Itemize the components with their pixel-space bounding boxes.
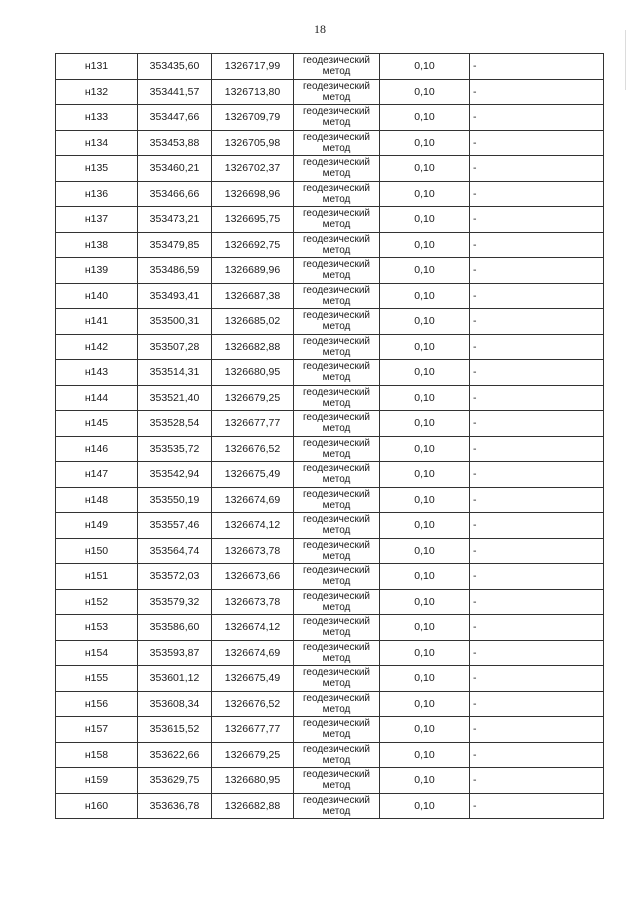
note-cell: - (470, 462, 604, 488)
method-line-2: метод (322, 295, 351, 307)
x-coordinate-cell: 353564,74 (138, 538, 212, 564)
y-coordinate-cell: 1326679,25 (212, 742, 294, 768)
point-id-cell: н152 (56, 589, 138, 615)
table-row (56, 181, 604, 207)
accuracy-cell: 0,10 (380, 793, 470, 819)
note-cell: - (470, 334, 604, 360)
method-cell (294, 462, 380, 488)
y-coordinate-cell: 1326676,52 (212, 691, 294, 717)
method-line-1: геодезический (303, 80, 370, 92)
point-id-cell: н141 (56, 309, 138, 335)
method-line-2: метод (322, 525, 351, 537)
accuracy-cell: 0,10 (380, 436, 470, 462)
note-cell: - (470, 615, 604, 641)
accuracy-cell: 0,10 (380, 717, 470, 743)
point-id-cell: н148 (56, 487, 138, 513)
table-row (56, 232, 604, 258)
x-coordinate-cell: 353615,52 (138, 717, 212, 743)
point-id-cell: н150 (56, 538, 138, 564)
x-coordinate-cell: 353486,59 (138, 258, 212, 284)
y-coordinate-cell: 1326680,95 (212, 768, 294, 794)
x-coordinate-cell: 353466,66 (138, 181, 212, 207)
table-row (56, 105, 604, 131)
method-line-1: геодезический (303, 590, 370, 602)
table-row (56, 793, 604, 819)
note-cell: - (470, 513, 604, 539)
method-line-1: геодезический (303, 335, 370, 347)
table-row (56, 130, 604, 156)
accuracy-cell: 0,10 (380, 615, 470, 641)
point-id-cell: н132 (56, 79, 138, 105)
table-row (56, 79, 604, 105)
method-line-2: метод (322, 729, 351, 741)
note-cell: - (470, 105, 604, 131)
method-line-1: геодезический (303, 565, 370, 577)
point-id-cell: н137 (56, 207, 138, 233)
point-id-cell: н157 (56, 717, 138, 743)
method-line-1: геодезический (303, 131, 370, 143)
method-line-1: геодезический (303, 386, 370, 398)
method-cell (294, 538, 380, 564)
y-coordinate-cell: 1326702,37 (212, 156, 294, 182)
point-id-cell: н138 (56, 232, 138, 258)
accuracy-cell: 0,10 (380, 513, 470, 539)
table-row (56, 334, 604, 360)
method-line-1: геодезический (303, 718, 370, 730)
method-line-2: метод (322, 117, 351, 129)
point-id-cell: н155 (56, 666, 138, 692)
method-line-2: метод (322, 91, 351, 103)
point-id-cell: н133 (56, 105, 138, 131)
accuracy-cell: 0,10 (380, 538, 470, 564)
accuracy-cell: 0,10 (380, 411, 470, 437)
point-id-cell: н135 (56, 156, 138, 182)
y-coordinate-cell: 1326674,12 (212, 615, 294, 641)
table-row (56, 615, 604, 641)
method-line-2: метод (322, 805, 351, 817)
y-coordinate-cell: 1326673,78 (212, 589, 294, 615)
note-cell: - (470, 79, 604, 105)
x-coordinate-cell: 353473,21 (138, 207, 212, 233)
y-coordinate-cell: 1326674,69 (212, 487, 294, 513)
method-cell (294, 666, 380, 692)
accuracy-cell: 0,10 (380, 589, 470, 615)
method-line-2: метод (322, 550, 351, 562)
method-cell (294, 283, 380, 309)
method-line-1: геодезический (303, 514, 370, 526)
y-coordinate-cell: 1326717,99 (212, 54, 294, 80)
method-line-2: метод (322, 678, 351, 690)
note-cell: - (470, 360, 604, 386)
x-coordinate-cell: 353542,94 (138, 462, 212, 488)
accuracy-cell: 0,10 (380, 309, 470, 335)
note-cell: - (470, 156, 604, 182)
method-line-1: геодезический (303, 616, 370, 628)
point-id-cell: н151 (56, 564, 138, 590)
method-line-1: геодезический (303, 106, 370, 118)
y-coordinate-cell: 1326679,25 (212, 385, 294, 411)
note-cell: - (470, 538, 604, 564)
x-coordinate-cell: 353500,31 (138, 309, 212, 335)
note-cell: - (470, 564, 604, 590)
table-row (56, 207, 604, 233)
method-line-1: геодезический (303, 437, 370, 449)
method-cell (294, 360, 380, 386)
y-coordinate-cell: 1326673,78 (212, 538, 294, 564)
method-line-2: метод (322, 754, 351, 766)
x-coordinate-cell: 353453,88 (138, 130, 212, 156)
table-row (56, 385, 604, 411)
accuracy-cell: 0,10 (380, 691, 470, 717)
method-cell (294, 181, 380, 207)
method-line-2: метод (322, 168, 351, 180)
method-line-1: геодезический (303, 641, 370, 653)
note-cell: - (470, 385, 604, 411)
method-line-2: метод (322, 652, 351, 664)
table-row (56, 411, 604, 437)
note-cell: - (470, 768, 604, 794)
point-id-cell: н149 (56, 513, 138, 539)
x-coordinate-cell: 353586,60 (138, 615, 212, 641)
table-row (56, 666, 604, 692)
method-cell (294, 105, 380, 131)
x-coordinate-cell: 353435,60 (138, 54, 212, 80)
method-line-2: метод (322, 397, 351, 409)
method-cell (294, 513, 380, 539)
accuracy-cell: 0,10 (380, 105, 470, 131)
point-id-cell: н140 (56, 283, 138, 309)
y-coordinate-cell: 1326685,02 (212, 309, 294, 335)
x-coordinate-cell: 353521,40 (138, 385, 212, 411)
point-id-cell: н160 (56, 793, 138, 819)
point-id-cell: н156 (56, 691, 138, 717)
method-cell (294, 54, 380, 80)
method-line-2: метод (322, 219, 351, 231)
table-row (56, 258, 604, 284)
method-line-2: метод (322, 346, 351, 358)
x-coordinate-cell: 353441,57 (138, 79, 212, 105)
method-cell (294, 487, 380, 513)
accuracy-cell: 0,10 (380, 564, 470, 590)
coordinates-table (55, 53, 604, 819)
method-line-2: метод (322, 601, 351, 613)
point-id-cell: н158 (56, 742, 138, 768)
x-coordinate-cell: 353528,54 (138, 411, 212, 437)
accuracy-cell: 0,10 (380, 487, 470, 513)
method-line-1: геодезический (303, 182, 370, 194)
table-row (56, 564, 604, 590)
method-cell (294, 793, 380, 819)
method-line-1: геодезический (303, 284, 370, 296)
table-row (56, 640, 604, 666)
x-coordinate-cell: 353493,41 (138, 283, 212, 309)
y-coordinate-cell: 1326680,95 (212, 360, 294, 386)
note-cell: - (470, 717, 604, 743)
y-coordinate-cell: 1326692,75 (212, 232, 294, 258)
y-coordinate-cell: 1326674,12 (212, 513, 294, 539)
x-coordinate-cell: 353535,72 (138, 436, 212, 462)
method-line-2: метод (322, 627, 351, 639)
accuracy-cell: 0,10 (380, 232, 470, 258)
y-coordinate-cell: 1326674,69 (212, 640, 294, 666)
method-cell (294, 615, 380, 641)
accuracy-cell: 0,10 (380, 258, 470, 284)
method-line-2: метод (322, 576, 351, 588)
method-cell (294, 232, 380, 258)
method-cell (294, 156, 380, 182)
method-line-2: метод (322, 244, 351, 256)
table-row (56, 360, 604, 386)
note-cell: - (470, 411, 604, 437)
method-line-2: метод (322, 423, 351, 435)
point-id-cell: н144 (56, 385, 138, 411)
y-coordinate-cell: 1326705,98 (212, 130, 294, 156)
method-line-2: метод (322, 66, 351, 78)
accuracy-cell: 0,10 (380, 360, 470, 386)
point-id-cell: н145 (56, 411, 138, 437)
method-line-1: геодезический (303, 692, 370, 704)
point-id-cell: н153 (56, 615, 138, 641)
table-row (56, 309, 604, 335)
table-row (56, 513, 604, 539)
point-id-cell: н134 (56, 130, 138, 156)
x-coordinate-cell: 353514,31 (138, 360, 212, 386)
accuracy-cell: 0,10 (380, 283, 470, 309)
y-coordinate-cell: 1326695,75 (212, 207, 294, 233)
page-number: 18 (314, 22, 326, 36)
method-line-2: метод (322, 703, 351, 715)
method-cell (294, 334, 380, 360)
point-id-cell: н159 (56, 768, 138, 794)
table-row (56, 717, 604, 743)
note-cell: - (470, 793, 604, 819)
method-cell (294, 130, 380, 156)
y-coordinate-cell: 1326675,49 (212, 462, 294, 488)
point-id-cell: н146 (56, 436, 138, 462)
point-id-cell: н142 (56, 334, 138, 360)
method-cell (294, 589, 380, 615)
y-coordinate-cell: 1326682,88 (212, 334, 294, 360)
y-coordinate-cell: 1326677,77 (212, 717, 294, 743)
y-coordinate-cell: 1326713,80 (212, 79, 294, 105)
method-line-1: геодезический (303, 208, 370, 220)
accuracy-cell: 0,10 (380, 207, 470, 233)
method-cell (294, 640, 380, 666)
method-cell (294, 436, 380, 462)
note-cell: - (470, 666, 604, 692)
method-line-1: геодезический (303, 539, 370, 551)
x-coordinate-cell: 353507,28 (138, 334, 212, 360)
table-row (56, 768, 604, 794)
point-id-cell: н154 (56, 640, 138, 666)
accuracy-cell: 0,10 (380, 334, 470, 360)
point-id-cell: н143 (56, 360, 138, 386)
x-coordinate-cell: 353579,32 (138, 589, 212, 615)
method-line-2: метод (322, 499, 351, 511)
method-line-1: геодезический (303, 157, 370, 169)
method-cell (294, 385, 380, 411)
accuracy-cell: 0,10 (380, 640, 470, 666)
note-cell: - (470, 258, 604, 284)
method-cell (294, 309, 380, 335)
method-line-2: метод (322, 142, 351, 154)
accuracy-cell: 0,10 (380, 156, 470, 182)
x-coordinate-cell: 353622,66 (138, 742, 212, 768)
note-cell: - (470, 283, 604, 309)
table-row (56, 538, 604, 564)
y-coordinate-cell: 1326673,66 (212, 564, 294, 590)
y-coordinate-cell: 1326709,79 (212, 105, 294, 131)
method-line-2: метод (322, 780, 351, 792)
method-line-1: геодезический (303, 412, 370, 424)
accuracy-cell: 0,10 (380, 462, 470, 488)
note-cell: - (470, 181, 604, 207)
table-row (56, 436, 604, 462)
method-line-1: геодезический (303, 743, 370, 755)
table-row (56, 462, 604, 488)
note-cell: - (470, 54, 604, 80)
note-cell: - (470, 691, 604, 717)
x-coordinate-cell: 353608,34 (138, 691, 212, 717)
accuracy-cell: 0,10 (380, 79, 470, 105)
y-coordinate-cell: 1326676,52 (212, 436, 294, 462)
method-line-1: геодезический (303, 463, 370, 475)
accuracy-cell: 0,10 (380, 768, 470, 794)
x-coordinate-cell: 353572,03 (138, 564, 212, 590)
method-cell (294, 564, 380, 590)
method-cell (294, 768, 380, 794)
note-cell: - (470, 309, 604, 335)
y-coordinate-cell: 1326689,96 (212, 258, 294, 284)
table-row (56, 742, 604, 768)
x-coordinate-cell: 353550,19 (138, 487, 212, 513)
x-coordinate-cell: 353460,21 (138, 156, 212, 182)
note-cell: - (470, 207, 604, 233)
method-cell (294, 717, 380, 743)
x-coordinate-cell: 353636,78 (138, 793, 212, 819)
table-row (56, 54, 604, 80)
y-coordinate-cell: 1326682,88 (212, 793, 294, 819)
accuracy-cell: 0,10 (380, 385, 470, 411)
method-line-1: геодезический (303, 259, 370, 271)
note-cell: - (470, 742, 604, 768)
method-line-2: метод (322, 448, 351, 460)
method-line-2: метод (322, 321, 351, 333)
accuracy-cell: 0,10 (380, 54, 470, 80)
point-id-cell: н139 (56, 258, 138, 284)
accuracy-cell: 0,10 (380, 130, 470, 156)
x-coordinate-cell: 353601,12 (138, 666, 212, 692)
method-cell (294, 742, 380, 768)
table-row (56, 283, 604, 309)
point-id-cell: н136 (56, 181, 138, 207)
x-coordinate-cell: 353557,46 (138, 513, 212, 539)
accuracy-cell: 0,10 (380, 666, 470, 692)
note-cell: - (470, 436, 604, 462)
method-line-2: метод (322, 193, 351, 205)
x-coordinate-cell: 353479,85 (138, 232, 212, 258)
note-cell: - (470, 640, 604, 666)
method-line-1: геодезический (303, 794, 370, 806)
method-line-1: геодезический (303, 361, 370, 373)
method-cell (294, 691, 380, 717)
accuracy-cell: 0,10 (380, 181, 470, 207)
y-coordinate-cell: 1326677,77 (212, 411, 294, 437)
x-coordinate-cell: 353629,75 (138, 768, 212, 794)
note-cell: - (470, 232, 604, 258)
point-id-cell: н147 (56, 462, 138, 488)
x-coordinate-cell: 353593,87 (138, 640, 212, 666)
table-row (56, 691, 604, 717)
table-row (56, 156, 604, 182)
method-line-1: геодезический (303, 769, 370, 781)
accuracy-cell: 0,10 (380, 742, 470, 768)
method-line-1: геодезический (303, 55, 370, 67)
x-coordinate-cell: 353447,66 (138, 105, 212, 131)
note-cell: - (470, 130, 604, 156)
method-cell (294, 207, 380, 233)
method-line-1: геодезический (303, 233, 370, 245)
method-line-2: метод (322, 474, 351, 486)
y-coordinate-cell: 1326675,49 (212, 666, 294, 692)
note-cell: - (470, 487, 604, 513)
y-coordinate-cell: 1326698,96 (212, 181, 294, 207)
method-line-2: метод (322, 270, 351, 282)
method-line-1: геодезический (303, 310, 370, 322)
coordinates-table-body (56, 54, 604, 819)
scan-edge-mark (625, 30, 626, 90)
method-line-1: геодезический (303, 488, 370, 500)
y-coordinate-cell: 1326687,38 (212, 283, 294, 309)
method-cell (294, 258, 380, 284)
note-cell: - (470, 589, 604, 615)
method-cell (294, 79, 380, 105)
method-line-1: геодезический (303, 667, 370, 679)
point-id-cell: н131 (56, 54, 138, 80)
table-row (56, 487, 604, 513)
table-row (56, 589, 604, 615)
method-line-2: метод (322, 372, 351, 384)
method-cell (294, 411, 380, 437)
